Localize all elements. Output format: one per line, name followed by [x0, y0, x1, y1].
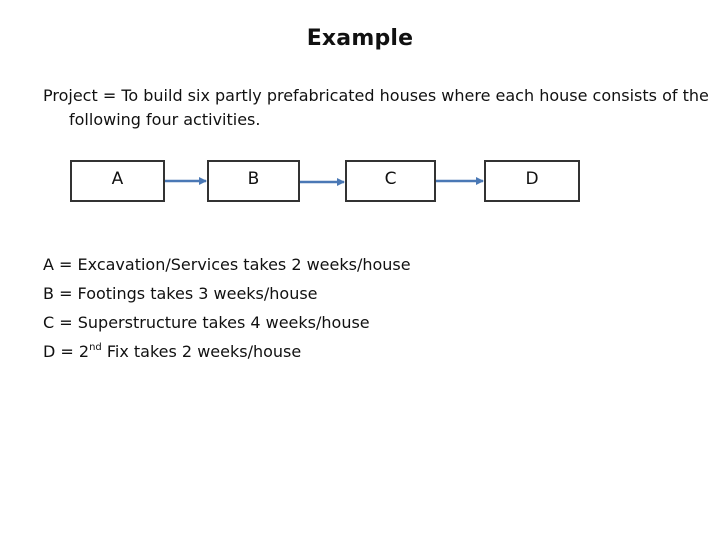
activity-definitions — [43, 250, 683, 366]
definition-a: A = Excavation/Services takes 2 weeks/house — [43, 255, 411, 274]
definition-b: B = Footings takes 3 weeks/house — [43, 284, 318, 303]
activity-box-a: A — [70, 160, 165, 202]
activity-box-b: B — [207, 160, 300, 202]
project-description: Project = To build six partly prefabricated houses where each house consists of the following four activities. — [43, 86, 709, 129]
definition-d-superscript: nd — [89, 341, 102, 353]
definition-d-suffix: Fix takes 2 weeks/house — [101, 342, 302, 361]
definition-d — [43, 337, 683, 366]
definition-d-prefix: D = 2 — [43, 342, 90, 361]
slide-title: Example — [306, 26, 414, 51]
definition-c: C = Superstructure takes 4 weeks/house — [43, 313, 370, 332]
activity-box-c: C — [345, 160, 436, 202]
activity-box-d: D — [484, 160, 580, 202]
